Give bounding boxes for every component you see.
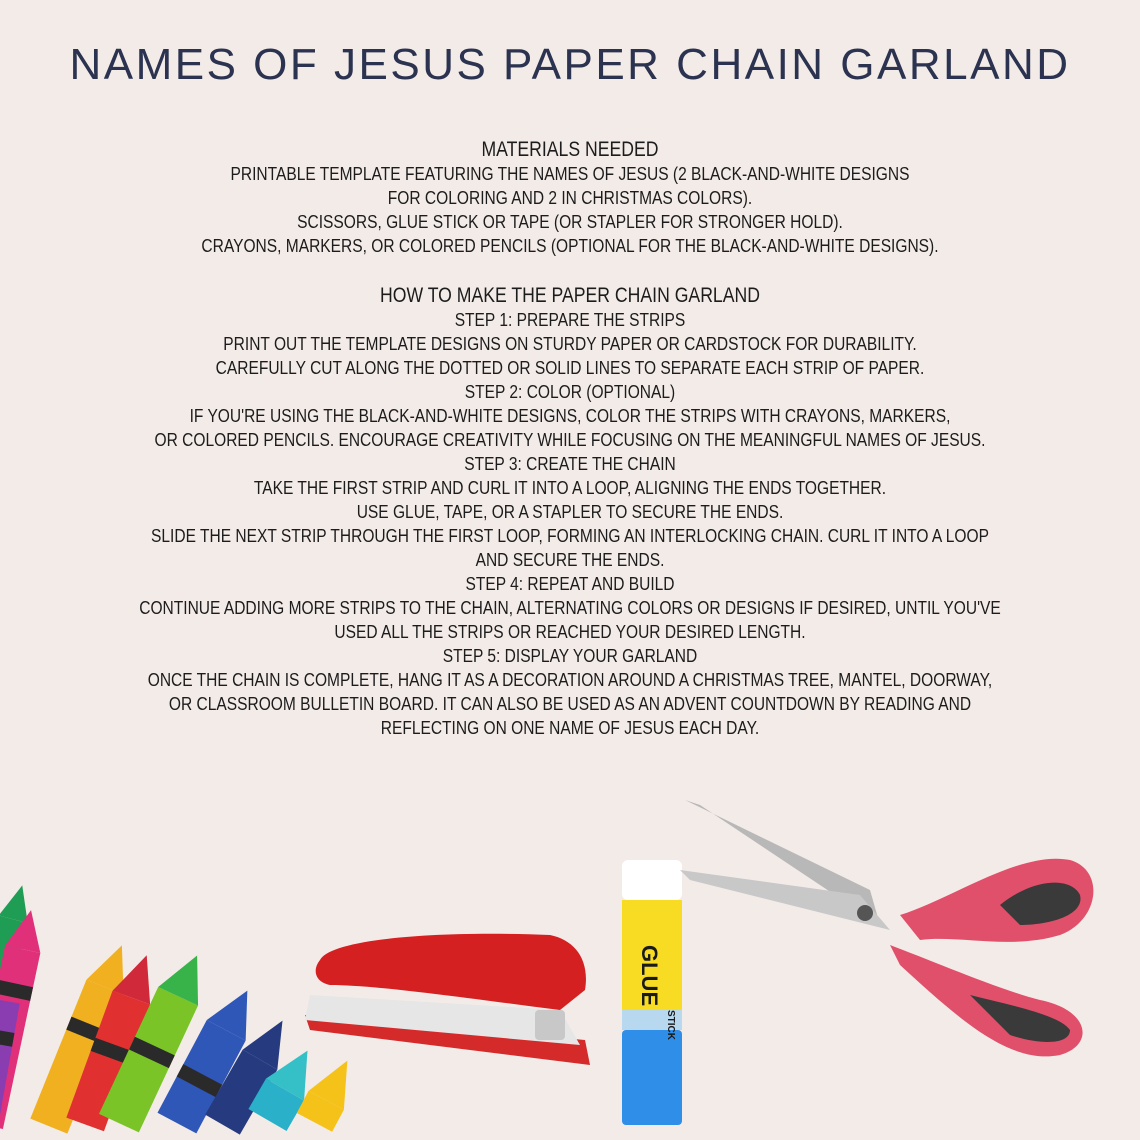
howto-heading: HOW TO MAKE THE PAPER CHAIN GARLAND xyxy=(380,284,760,307)
glue-label: GLUE xyxy=(637,945,662,1007)
howto-line: REFLECTING ON ONE NAME OF JESUS EACH DAY. xyxy=(380,717,760,738)
howto-line: STEP 3: CREATE THE CHAIN xyxy=(464,453,676,474)
materials-line: PRINTABLE TEMPLATE FEATURING THE NAMES OF JESUS (2 BLACK-AND-WHITE DESIGNS xyxy=(230,163,910,184)
howto-line: CONTINUE ADDING MORE STRIPS TO THE CHAIN, ALTERNATING COLORS OR DESIGNS IF DESIRED, UNTIL YOU'VE xyxy=(139,597,1001,618)
materials-line: CRAYONS, MARKERS, OR COLORED PENCILS (OPTIONAL FOR THE BLACK-AND-WHITE DESIGNS). xyxy=(201,235,939,256)
howto-line: USE GLUE, TAPE, OR A STAPLER TO SECURE THE ENDS. xyxy=(356,501,784,522)
howto-line: CAREFULLY CUT ALONG THE DOTTED OR SOLID LINES TO SEPARATE EACH STRIP OF PAPER. xyxy=(215,357,925,378)
stapler-image xyxy=(305,934,590,1065)
howto-line: AND SECURE THE ENDS. xyxy=(475,549,665,570)
howto-line: STEP 2: COLOR (OPTIONAL) xyxy=(464,381,676,402)
howto-line: OR COLORED PENCILS. ENCOURAGE CREATIVITY WHILE FOCUSING ON THE MEANINGFUL NAMES OF JESUS. xyxy=(154,429,986,450)
howto-line: STEP 1: PREPARE THE STRIPS xyxy=(454,309,686,330)
howto-line: PRINT OUT THE TEMPLATE DESIGNS ON STURDY PAPER OR CARDSTOCK FOR DURABILITY. xyxy=(223,333,917,354)
materials-line: FOR COLORING AND 2 IN CHRISTMAS COLORS). xyxy=(387,187,753,208)
howto-line: OR CLASSROOM BULLETIN BOARD. IT CAN ALSO BE USED AS AN ADVENT COUNTDOWN BY READING AND xyxy=(168,693,972,714)
howto-line: SLIDE THE NEXT STRIP THROUGH THE FIRST LOOP, FORMING AN INTERLOCKING CHAIN. CURL IT INTO A LOOP xyxy=(151,525,989,546)
howto-line: IF YOU'RE USING THE BLACK-AND-WHITE DESIGNS, COLOR THE STRIPS WITH CRAYONS, MARKERS, xyxy=(189,405,951,426)
howto-line: USED ALL THE STRIPS OR REACHED YOUR DESIRED LENGTH. xyxy=(334,621,806,642)
howto-line: TAKE THE FIRST STRIP AND CURL IT INTO A LOOP, ALIGNING THE ENDS TOGETHER. xyxy=(253,477,887,498)
howto-line: STEP 5: DISPLAY YOUR GARLAND xyxy=(442,645,698,666)
stick-label: STICK xyxy=(665,1010,676,1040)
howto-line: ONCE THE CHAIN IS COMPLETE, HANG IT AS A DECORATION AROUND A CHRISTMAS TREE, MANTEL, DOORWAY, xyxy=(147,669,993,690)
howto-line: STEP 4: REPEAT AND BUILD xyxy=(465,573,675,594)
scissors-image xyxy=(680,800,1093,1056)
glue-stick-image xyxy=(622,860,682,1125)
materials-line: SCISSORS, GLUE STICK OR TAPE (OR STAPLER FOR STRONGER HOLD). xyxy=(297,211,843,232)
page-title: NAMES OF JESUS PAPER CHAIN GARLAND xyxy=(69,40,1071,89)
materials-heading: MATERIALS NEEDED xyxy=(481,138,659,161)
